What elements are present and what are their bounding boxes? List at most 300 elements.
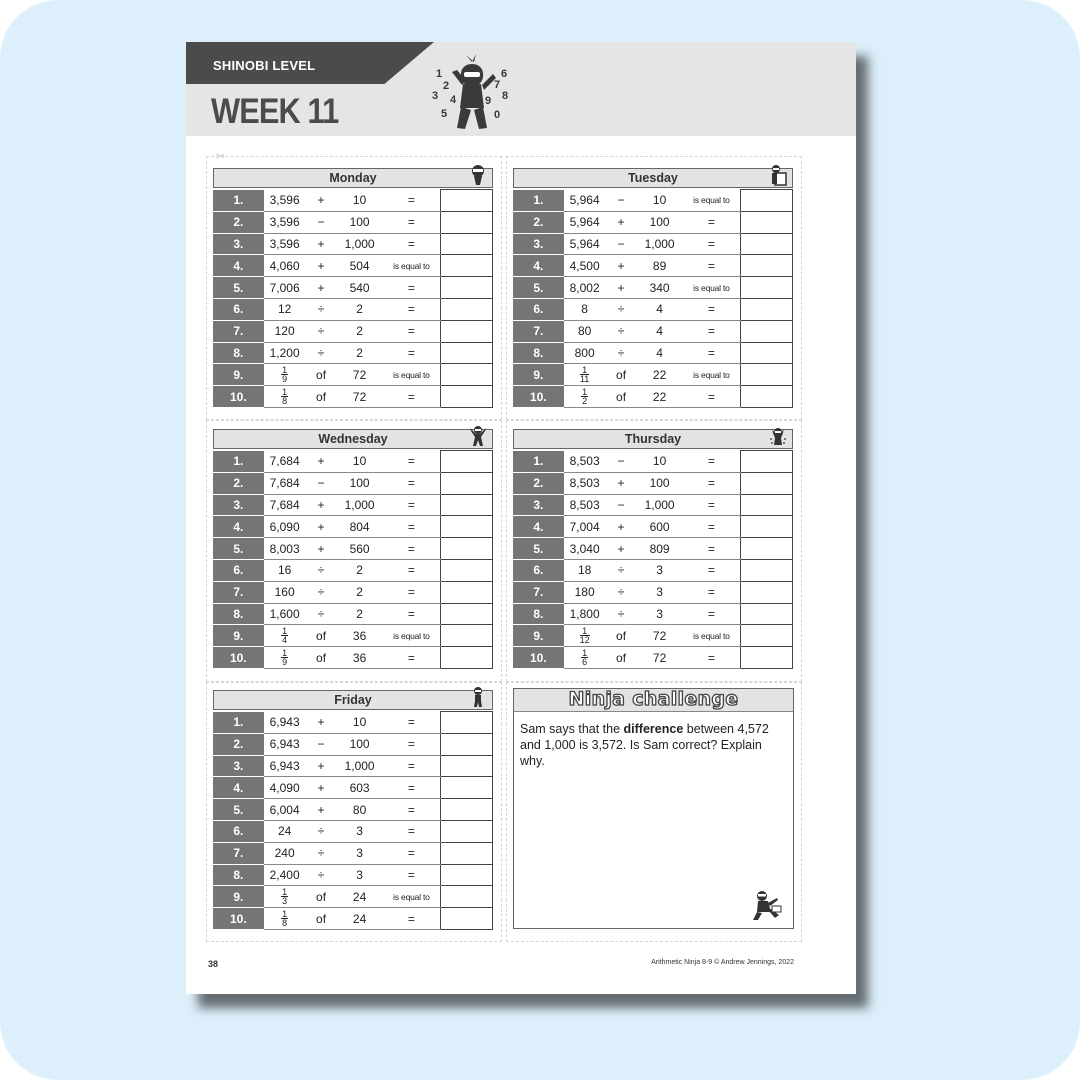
equals-sign: is equal to [383, 364, 441, 386]
answer-box[interactable] [441, 494, 493, 516]
answer-box[interactable] [441, 516, 493, 538]
answer-box[interactable] [441, 233, 493, 255]
fraction-operand [564, 386, 606, 408]
first-operand: 24 [264, 820, 306, 842]
first-operand: 7,006 [264, 277, 306, 299]
second-operand: 89 [636, 255, 682, 277]
first-operand: 800 [564, 342, 606, 364]
question-number: 7. [513, 581, 564, 603]
question-table [213, 711, 493, 930]
fraction-numerator: 1 [282, 648, 288, 659]
question-row [513, 494, 793, 516]
equals-sign: = [683, 472, 741, 494]
question-row [213, 733, 493, 755]
equals-sign: is equal to [683, 190, 741, 212]
monday-panel [213, 168, 493, 408]
fraction-denominator: 4 [282, 635, 288, 646]
logo-digit: 5 [441, 108, 448, 120]
week-title: WEEK 11 [211, 92, 339, 131]
answer-box[interactable] [741, 581, 793, 603]
answer-box[interactable] [441, 777, 493, 799]
question-row [213, 820, 493, 842]
first-operand: 18 [564, 559, 606, 581]
equals-sign: = [683, 494, 741, 516]
second-operand: 36 [336, 647, 382, 669]
day-header [213, 429, 493, 449]
answer-box[interactable] [741, 364, 793, 386]
first-operand: 1,200 [264, 342, 306, 364]
operator: ÷ [306, 559, 337, 581]
answer-box[interactable] [441, 820, 493, 842]
answer-box[interactable] [441, 320, 493, 342]
question-table [213, 450, 493, 669]
operator: + [306, 233, 337, 255]
question-row [213, 842, 493, 864]
day-header [213, 690, 493, 710]
answer-box[interactable] [741, 472, 793, 494]
question-row [213, 364, 493, 386]
operator: − [306, 211, 337, 233]
question-number: 7. [213, 320, 264, 342]
second-operand: 340 [636, 277, 682, 299]
fraction-operand [264, 886, 306, 908]
answer-box[interactable] [741, 538, 793, 560]
equals-sign: = [383, 908, 441, 930]
second-operand: 2 [336, 603, 382, 625]
operator: − [606, 233, 637, 255]
question-row [213, 864, 493, 886]
worksheet-page [186, 42, 856, 994]
question-row [513, 603, 793, 625]
question-number: 1. [213, 190, 264, 212]
question-row [213, 516, 493, 538]
answer-box[interactable] [741, 255, 793, 277]
answer-box[interactable] [741, 320, 793, 342]
answer-box[interactable] [441, 712, 493, 734]
ninja-burst-icon [769, 425, 787, 447]
question-number: 5. [513, 277, 564, 299]
answer-box[interactable] [741, 342, 793, 364]
first-operand: 7,684 [264, 494, 306, 516]
first-operand: 3,040 [564, 538, 606, 560]
page-header [186, 42, 856, 136]
second-operand: 1,000 [336, 233, 382, 255]
operator: + [306, 277, 337, 299]
first-operand: 4,090 [264, 777, 306, 799]
answer-box[interactable] [441, 864, 493, 886]
operator: + [306, 451, 337, 473]
answer-box[interactable] [441, 298, 493, 320]
question-table [513, 189, 793, 408]
operator: + [306, 516, 337, 538]
fraction-denominator: 12 [579, 635, 590, 646]
wednesday-panel [213, 429, 493, 669]
question-row [513, 190, 793, 212]
first-operand: 180 [564, 581, 606, 603]
second-operand: 4 [636, 342, 682, 364]
second-operand: 100 [636, 472, 682, 494]
fraction-operand [264, 908, 306, 930]
question-number: 5. [513, 538, 564, 560]
fraction-denominator: 8 [282, 918, 288, 929]
answer-box[interactable] [441, 755, 493, 777]
operator: ÷ [306, 581, 337, 603]
ninja-scroll-icon [769, 164, 787, 186]
operator: ÷ [606, 298, 637, 320]
question-number: 10. [213, 386, 264, 408]
second-operand: 560 [336, 538, 382, 560]
question-row [513, 581, 793, 603]
equals-sign: is equal to [683, 364, 741, 386]
operator: ÷ [306, 603, 337, 625]
answer-box[interactable] [741, 211, 793, 233]
answer-box[interactable] [741, 233, 793, 255]
fraction-numerator: 1 [282, 909, 288, 920]
question-row [213, 451, 493, 473]
answer-box[interactable] [441, 451, 493, 473]
second-operand: 10 [336, 190, 382, 212]
first-operand: 80 [564, 320, 606, 342]
first-operand: 7,684 [264, 472, 306, 494]
tuesday-panel [513, 168, 793, 408]
day-name: Friday [334, 693, 372, 707]
operator: − [606, 190, 637, 212]
question-row [213, 755, 493, 777]
operator: ÷ [606, 342, 637, 364]
operator: + [306, 712, 337, 734]
fraction-numerator: 1 [282, 626, 288, 637]
equals-sign: = [683, 581, 741, 603]
operator: ÷ [306, 864, 337, 886]
day-header [213, 168, 493, 188]
equals-sign: = [383, 516, 441, 538]
fraction [580, 627, 590, 644]
second-operand: 2 [336, 581, 382, 603]
answer-box[interactable] [741, 625, 793, 647]
operator: − [306, 472, 337, 494]
answer-box[interactable] [741, 603, 793, 625]
answer-box[interactable] [441, 255, 493, 277]
ninja-writing-icon [749, 888, 783, 922]
equals-sign: = [383, 733, 441, 755]
question-row [213, 777, 493, 799]
challenge-text-start: Sam says that the [520, 722, 624, 736]
question-number: 6. [513, 298, 564, 320]
logo-digit: 7 [494, 79, 501, 91]
second-operand: 504 [336, 255, 382, 277]
second-operand: 603 [336, 777, 382, 799]
first-operand: 3,596 [264, 211, 306, 233]
question-number: 9. [213, 364, 264, 386]
operator: ÷ [306, 342, 337, 364]
first-operand: 8,003 [264, 538, 306, 560]
first-operand: 240 [264, 842, 306, 864]
first-operand: 8,503 [564, 451, 606, 473]
equals-sign: = [383, 190, 441, 212]
equals-sign: = [383, 538, 441, 560]
fraction [281, 649, 288, 666]
answer-box[interactable] [741, 516, 793, 538]
equals-sign: = [683, 647, 741, 669]
question-number: 2. [513, 472, 564, 494]
equals-sign: = [383, 647, 441, 669]
answer-box[interactable] [441, 799, 493, 821]
operator: + [306, 190, 337, 212]
question-number: 6. [213, 559, 264, 581]
question-number: 6. [213, 298, 264, 320]
operator: + [606, 211, 637, 233]
question-row [513, 233, 793, 255]
fraction [581, 649, 588, 666]
question-number: 2. [213, 733, 264, 755]
fraction-operand [564, 364, 606, 386]
equals-sign: = [683, 320, 741, 342]
logo-digit: 4 [450, 94, 457, 106]
second-operand: 3 [336, 864, 382, 886]
thursday-panel [513, 429, 793, 669]
question-table [213, 189, 493, 408]
equals-sign: = [683, 516, 741, 538]
question-number: 4. [213, 255, 264, 277]
answer-box[interactable] [741, 647, 793, 669]
fraction-numerator: 1 [580, 627, 590, 636]
equals-sign: = [383, 320, 441, 342]
question-row [513, 472, 793, 494]
answer-box[interactable] [441, 886, 493, 908]
first-operand: 120 [264, 320, 306, 342]
question-number: 9. [513, 625, 564, 647]
second-operand: 804 [336, 516, 382, 538]
question-number: 6. [213, 820, 264, 842]
operator: of [306, 386, 337, 408]
question-number: 3. [513, 233, 564, 255]
second-operand: 36 [336, 625, 382, 647]
second-operand: 2 [336, 298, 382, 320]
fraction-operand [564, 647, 606, 669]
first-operand: 5,964 [564, 233, 606, 255]
equals-sign: = [383, 712, 441, 734]
day-name: Wednesday [318, 432, 388, 446]
equals-sign: = [383, 233, 441, 255]
question-row [513, 255, 793, 277]
answer-box[interactable] [441, 538, 493, 560]
fraction [281, 910, 288, 927]
second-operand: 3 [336, 842, 382, 864]
question-row [513, 298, 793, 320]
second-operand: 24 [336, 886, 382, 908]
first-operand: 4,060 [264, 255, 306, 277]
operator: ÷ [606, 320, 637, 342]
logo-digit: 1 [436, 68, 443, 80]
first-operand: 3,596 [264, 190, 306, 212]
operator: ÷ [606, 581, 637, 603]
operator: ÷ [606, 603, 637, 625]
answer-box[interactable] [741, 298, 793, 320]
answer-box[interactable] [441, 559, 493, 581]
first-operand: 7,684 [264, 451, 306, 473]
second-operand: 80 [336, 799, 382, 821]
first-operand: 16 [264, 559, 306, 581]
second-operand: 22 [636, 364, 682, 386]
answer-box[interactable] [741, 190, 793, 212]
second-operand: 22 [636, 386, 682, 408]
answer-box[interactable] [441, 647, 493, 669]
fraction-numerator: 1 [282, 387, 288, 398]
equals-sign: = [683, 298, 741, 320]
answer-box[interactable] [441, 842, 493, 864]
friday-panel [213, 690, 493, 930]
fraction-operand [264, 647, 306, 669]
question-number: 1. [213, 712, 264, 734]
operator: ÷ [606, 559, 637, 581]
second-operand: 3 [636, 581, 682, 603]
challenge-title: Ninja challenge [568, 688, 739, 710]
question-number: 5. [213, 799, 264, 821]
first-operand: 6,004 [264, 799, 306, 821]
first-operand: 6,943 [264, 712, 306, 734]
question-row [213, 625, 493, 647]
equals-sign: = [383, 864, 441, 886]
question-number: 8. [213, 342, 264, 364]
question-number: 9. [213, 625, 264, 647]
equals-sign: = [383, 842, 441, 864]
question-row [213, 298, 493, 320]
question-number: 4. [213, 777, 264, 799]
second-operand: 3 [636, 603, 682, 625]
equals-sign: = [683, 211, 741, 233]
question-row [213, 581, 493, 603]
answer-box[interactable] [441, 908, 493, 930]
question-row [213, 799, 493, 821]
day-name: Thursday [624, 432, 682, 446]
second-operand: 100 [336, 211, 382, 233]
question-number: 9. [513, 364, 564, 386]
first-operand: 1,600 [264, 603, 306, 625]
question-row [213, 559, 493, 581]
second-operand: 100 [636, 211, 682, 233]
logo-digit: 8 [502, 90, 509, 102]
question-row [213, 233, 493, 255]
answer-box[interactable] [441, 472, 493, 494]
question-row [213, 255, 493, 277]
question-number: 10. [213, 647, 264, 669]
question-row [213, 538, 493, 560]
answer-box[interactable] [441, 211, 493, 233]
second-operand: 3 [336, 820, 382, 842]
answer-box[interactable] [441, 190, 493, 212]
challenge-header [514, 689, 793, 712]
answer-box[interactable] [441, 603, 493, 625]
equals-sign: = [683, 538, 741, 560]
operator: of [606, 625, 637, 647]
day-name: Tuesday [628, 171, 678, 185]
question-number: 10. [513, 386, 564, 408]
fraction [281, 366, 288, 383]
answer-box[interactable] [741, 451, 793, 473]
equals-sign: is equal to [683, 625, 741, 647]
question-row [513, 516, 793, 538]
answer-box[interactable] [741, 494, 793, 516]
fraction-denominator: 6 [582, 657, 588, 668]
equals-sign: = [383, 494, 441, 516]
ninja-head-icon [469, 164, 487, 186]
page-number: 38 [208, 959, 219, 969]
scissors-icon: ✂ [216, 151, 226, 163]
fraction-denominator: 9 [282, 374, 288, 385]
fraction-numerator: 1 [282, 365, 288, 376]
first-operand: 8,503 [564, 494, 606, 516]
operator: ÷ [306, 298, 337, 320]
question-row [213, 603, 493, 625]
question-row [513, 277, 793, 299]
second-operand: 10 [636, 451, 682, 473]
answer-box[interactable] [441, 364, 493, 386]
question-row [213, 647, 493, 669]
operator: of [306, 625, 337, 647]
answer-box[interactable] [741, 386, 793, 408]
fraction-operand [264, 364, 306, 386]
answer-box[interactable] [441, 581, 493, 603]
answer-box[interactable] [441, 277, 493, 299]
answer-box[interactable] [741, 277, 793, 299]
second-operand: 4 [636, 320, 682, 342]
equals-sign: = [383, 451, 441, 473]
operator: + [306, 538, 337, 560]
first-operand: 8,503 [564, 472, 606, 494]
operator: + [306, 755, 337, 777]
first-operand: 160 [264, 581, 306, 603]
first-operand: 6,943 [264, 733, 306, 755]
equals-sign: = [383, 777, 441, 799]
question-row [213, 190, 493, 212]
ninja-leaping-icon [469, 425, 487, 447]
question-number: 8. [513, 342, 564, 364]
equals-sign: = [383, 211, 441, 233]
answer-box[interactable] [441, 625, 493, 647]
question-number: 4. [513, 516, 564, 538]
equals-sign: = [683, 559, 741, 581]
equals-sign: = [683, 451, 741, 473]
question-number: 6. [513, 559, 564, 581]
second-operand: 2 [336, 320, 382, 342]
operator: ÷ [306, 320, 337, 342]
equals-sign: = [683, 603, 741, 625]
equals-sign: = [383, 799, 441, 821]
second-operand: 10 [336, 451, 382, 473]
second-operand: 72 [636, 647, 682, 669]
question-row [513, 647, 793, 669]
equals-sign: = [383, 472, 441, 494]
fraction-denominator: 11 [579, 374, 590, 385]
operator: − [306, 733, 337, 755]
question-row [213, 386, 493, 408]
second-operand: 600 [636, 516, 682, 538]
answer-box[interactable] [441, 342, 493, 364]
question-row [213, 712, 493, 734]
question-row [513, 211, 793, 233]
answer-box[interactable] [741, 559, 793, 581]
fraction [581, 388, 588, 405]
fraction-operand [264, 625, 306, 647]
question-row [513, 538, 793, 560]
answer-box[interactable] [441, 733, 493, 755]
answer-box[interactable] [441, 386, 493, 408]
operator: of [306, 364, 337, 386]
operator: + [606, 472, 637, 494]
fraction-numerator: 1 [582, 648, 588, 659]
first-operand: 1,800 [564, 603, 606, 625]
first-operand: 3,596 [264, 233, 306, 255]
